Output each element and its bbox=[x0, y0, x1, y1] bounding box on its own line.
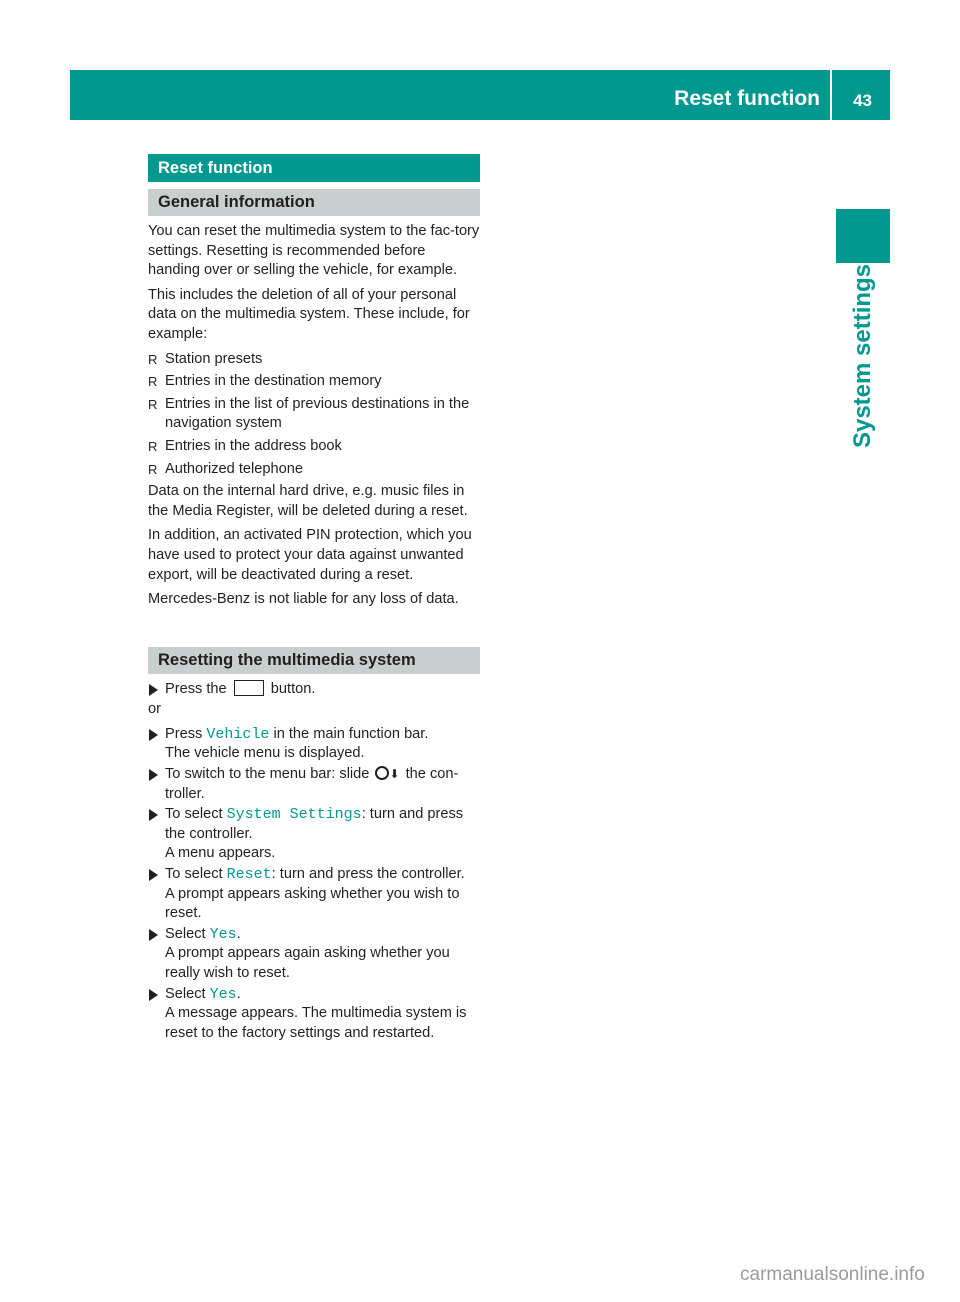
menu-item-vehicle: Vehicle bbox=[206, 725, 270, 743]
menu-item-yes: Yes bbox=[209, 985, 237, 1003]
chapter-tab bbox=[836, 209, 890, 263]
list-item: R Entries in the destination memory bbox=[148, 372, 480, 392]
menu-item-reset: Reset bbox=[226, 866, 272, 884]
section-heading: Reset function bbox=[148, 154, 480, 182]
step-item: To select Reset: turn and press the controller. A prompt appears asking whether you wish to reset. bbox=[148, 865, 480, 924]
list-item: R Station presets bbox=[148, 350, 480, 370]
bullet-marker: R bbox=[148, 396, 158, 412]
or-text: or bbox=[148, 701, 161, 718]
step-arrow-icon bbox=[149, 989, 158, 1001]
list-item: R Entries in the list of previous destinations in the navigation system bbox=[148, 395, 470, 432]
step-arrow-icon bbox=[149, 869, 158, 881]
page-number: 43 bbox=[853, 91, 872, 110]
subheading-general: General information bbox=[148, 189, 480, 216]
step-item: Press the button. bbox=[148, 680, 480, 700]
step-arrow-icon bbox=[149, 769, 158, 781]
subheading-resetting: Resetting the multimedia system bbox=[148, 647, 480, 674]
car-icon bbox=[234, 680, 264, 696]
main-column bbox=[148, 154, 480, 1044]
controller-icon bbox=[375, 766, 389, 780]
paragraph: You can reset the multimedia system to the fac-tory settings. Resetting is recommended before handing over or selling the vehicle, for example. bbox=[148, 223, 480, 279]
bullet-marker: R bbox=[148, 351, 158, 367]
menu-item-yes: Yes bbox=[209, 925, 237, 943]
step-item: To select System Settings: turn and press the controller. A menu appears. bbox=[148, 805, 480, 864]
paragraph: In addition, an activated PIN protection, which you have used to protect your data against unwanted export, will be deactivated during a reset. bbox=[148, 527, 472, 583]
step-arrow-icon bbox=[149, 729, 158, 741]
chapter-label-text: System settings bbox=[849, 263, 876, 449]
header-bar bbox=[70, 70, 890, 120]
step-arrow-icon bbox=[149, 684, 158, 696]
bullet-marker: R bbox=[148, 374, 158, 390]
step-item: Select Yes. A prompt appears again asking whether you really wish to reset. bbox=[148, 925, 480, 984]
step-item: Press Vehicle in the main function bar. The vehicle menu is displayed. bbox=[148, 725, 480, 764]
list-item: R Authorized telephone bbox=[148, 460, 480, 480]
step-item: To switch to the menu bar: slide ⬇ the con-troller. bbox=[148, 765, 480, 804]
menu-item-system-settings: System Settings bbox=[226, 806, 362, 824]
watermark: carmanualsonline.info bbox=[740, 1264, 925, 1285]
step-arrow-icon bbox=[149, 809, 158, 821]
header-divider bbox=[830, 70, 832, 120]
step-arrow-icon bbox=[149, 929, 158, 941]
step-item: Select Yes. A message appears. The multimedia system is reset to the factory settings and restarted. bbox=[148, 985, 480, 1044]
arrow-down-icon: ⬇ bbox=[389, 767, 400, 782]
header-title: Reset function bbox=[674, 87, 820, 110]
paragraph: This includes the deletion of all of your personal data on the multimedia system. These include, for example: bbox=[148, 286, 470, 342]
bullet-marker: R bbox=[148, 438, 158, 454]
bullet-marker: R bbox=[148, 461, 158, 477]
paragraph: Mercedes-Benz is not liable for any loss of data. bbox=[148, 591, 459, 608]
paragraph: Data on the internal hard drive, e.g. music files in the Media Register, will be deleted during a reset. bbox=[148, 483, 468, 519]
list-item: R Entries in the address book bbox=[148, 437, 480, 457]
